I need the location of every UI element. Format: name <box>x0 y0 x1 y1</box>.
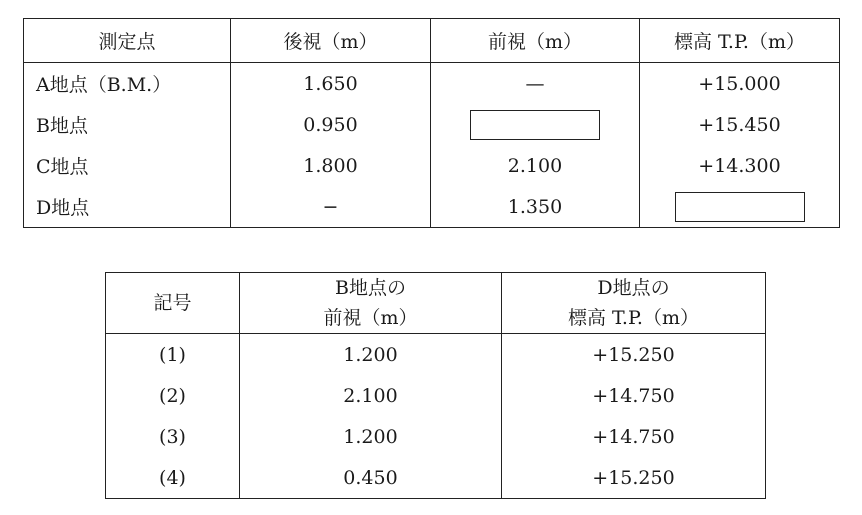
header-backsight: 後視（m） <box>231 19 431 63</box>
d-elevation-cell: +14.750 <box>502 416 766 457</box>
answer-blank-box <box>675 192 805 222</box>
table-row <box>106 457 766 499</box>
b-foresight-cell: 1.200 <box>240 334 502 376</box>
header-elevation: 標高 T.P.（m） <box>640 19 840 63</box>
header-d-elevation <box>502 273 766 334</box>
table-row <box>24 104 840 145</box>
table-row <box>24 63 840 105</box>
symbol-cell: (2) <box>106 375 240 416</box>
header-line: 標高 T.P.（m） <box>568 307 699 329</box>
backsight-cell: 0.950 <box>231 104 431 145</box>
elevation-cell <box>640 186 840 228</box>
elevation-cell: +15.000 <box>640 63 840 105</box>
backsight-cell: 1.650 <box>231 63 431 105</box>
point-cell: A地点（B.M.） <box>24 63 231 105</box>
table-row <box>24 186 840 228</box>
foresight-cell: 1.350 <box>431 186 640 228</box>
elevation-cell: +15.450 <box>640 104 840 145</box>
header-line: 前視（m） <box>323 307 418 329</box>
backsight-cell: 1.800 <box>231 145 431 186</box>
table-header-row <box>24 19 840 63</box>
leveling-table <box>23 18 840 228</box>
header-symbol: 記号 <box>106 273 240 334</box>
foresight-cell: — <box>431 63 640 105</box>
answer-blank-box <box>470 110 600 140</box>
symbol-cell: (4) <box>106 457 240 499</box>
point-cell: C地点 <box>24 145 231 186</box>
d-elevation-cell: +15.250 <box>502 334 766 376</box>
d-elevation-cell: +14.750 <box>502 375 766 416</box>
point-cell: B地点 <box>24 104 231 145</box>
b-foresight-cell: 1.200 <box>240 416 502 457</box>
elevation-cell: +14.300 <box>640 145 840 186</box>
symbol-cell: (1) <box>106 334 240 376</box>
answer-options-table <box>105 272 766 499</box>
point-cell: D地点 <box>24 186 231 228</box>
backsight-cell: − <box>231 186 431 228</box>
d-elevation-cell: +15.250 <box>502 457 766 499</box>
table-row <box>106 375 766 416</box>
symbol-cell: (3) <box>106 416 240 457</box>
table-row <box>106 416 766 457</box>
header-foresight: 前視（m） <box>431 19 640 63</box>
header-b-foresight <box>240 273 502 334</box>
header-line: B地点の <box>335 277 406 299</box>
table-row <box>106 334 766 376</box>
table-row <box>24 145 840 186</box>
foresight-cell <box>431 104 640 145</box>
b-foresight-cell: 0.450 <box>240 457 502 499</box>
table-header-row <box>106 273 766 334</box>
b-foresight-cell: 2.100 <box>240 375 502 416</box>
header-line: D地点の <box>597 277 670 299</box>
header-point: 測定点 <box>24 19 231 63</box>
foresight-cell: 2.100 <box>431 145 640 186</box>
